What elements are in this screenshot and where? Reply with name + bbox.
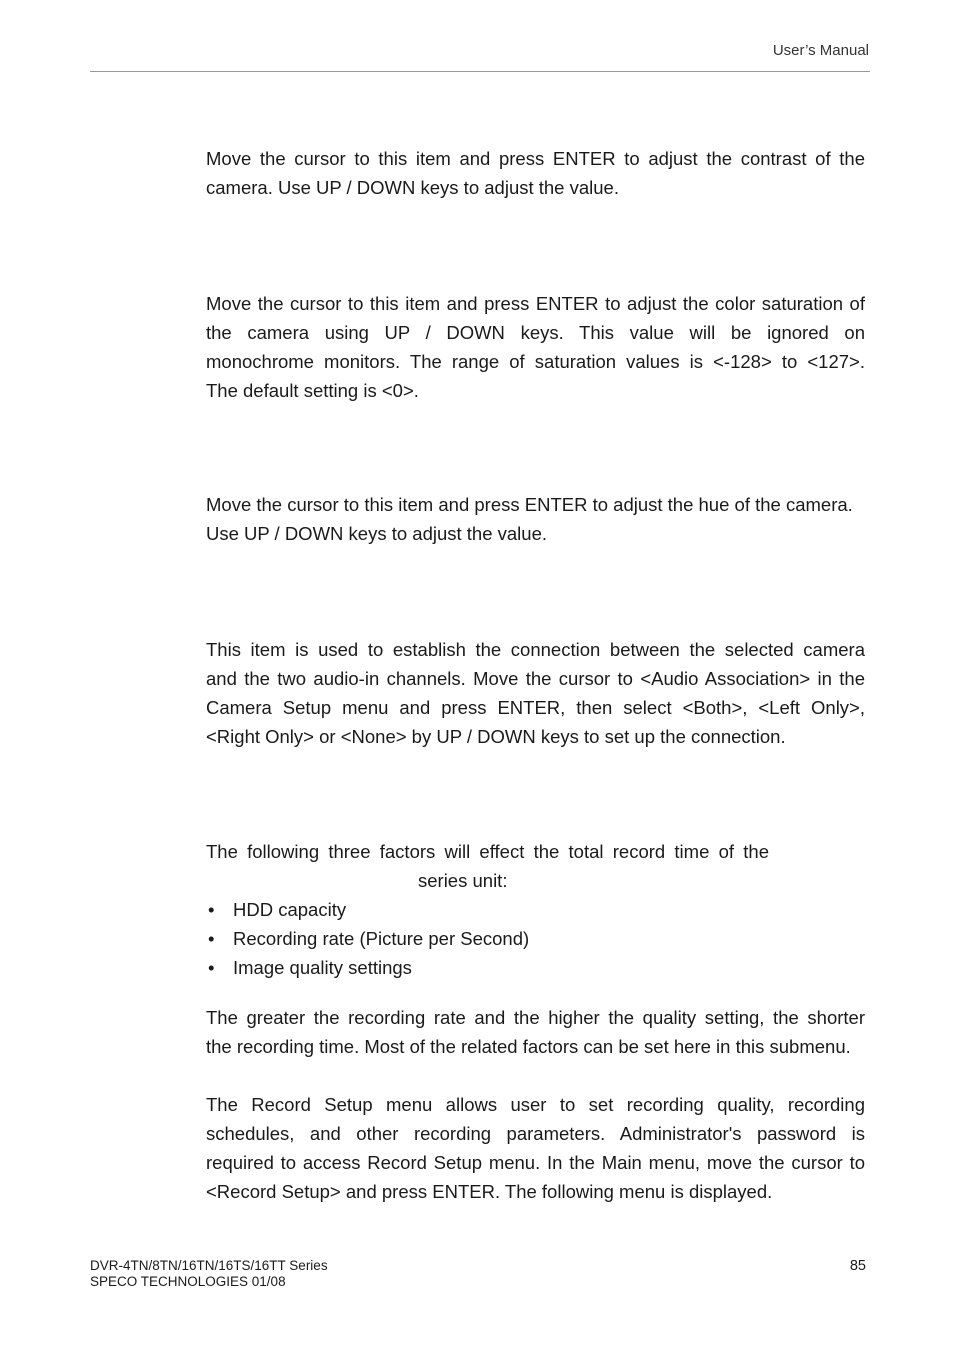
text-line: series unit: xyxy=(418,870,508,891)
text-line: schedules, and other recording parameters. Administrator's password is xyxy=(206,1123,865,1144)
record-time-factors-list xyxy=(206,895,529,982)
header-divider xyxy=(90,71,870,72)
footer-company: SPECO TECHNOLOGIES 01/08 xyxy=(90,1274,286,1289)
record-setup-description xyxy=(206,1090,865,1206)
text-line: and the two audio-in channels. Move the cursor to <Audio Association> in the xyxy=(206,668,865,689)
bullet-icon: • xyxy=(208,957,215,978)
running-header: User’s Manual xyxy=(772,42,869,59)
list-item-label: Recording rate (Picture per Second) xyxy=(233,928,530,949)
text-line: <Right Only> or <None> by UP / DOWN keys to set up the connection. xyxy=(206,726,786,747)
text-line: Move the cursor to this item and press ENTER to adjust the color saturation of xyxy=(206,293,865,314)
text-line: The Record Setup menu allows user to set recording quality, recording xyxy=(206,1094,865,1115)
list-item xyxy=(206,953,529,982)
quality-note xyxy=(206,1003,865,1061)
page-number: 85 xyxy=(849,1258,866,1274)
text-line: This item is used to establish the connection between the selected camera xyxy=(206,639,865,660)
bullet-icon: • xyxy=(208,899,215,920)
saturation-description xyxy=(206,289,865,405)
record-time-intro xyxy=(206,837,769,895)
text-line: The default setting is <0>. xyxy=(206,380,419,401)
list-item-label: Image quality settings xyxy=(233,957,412,978)
text-line: Move the cursor to this item and press ENTER to adjust the contrast of the xyxy=(206,148,865,169)
text-line: the camera using UP / DOWN keys. This value will be ignored on xyxy=(206,322,865,343)
footer-info xyxy=(90,1258,328,1290)
bullet-icon: • xyxy=(208,928,215,949)
list-item xyxy=(206,924,529,953)
text-line: required to access Record Setup menu. In the Main menu, move the cursor to xyxy=(206,1152,865,1173)
contrast-description xyxy=(206,144,865,202)
text-line: Use UP / DOWN keys to adjust the value. xyxy=(206,523,548,544)
list-item xyxy=(206,895,529,924)
list-item-label: HDD capacity xyxy=(233,899,347,920)
text-line: camera. Use UP / DOWN keys to adjust the value. xyxy=(206,177,619,198)
text-line: monochrome monitors. The range of saturation values is <-128> to <127>. xyxy=(206,351,865,372)
text-line: The following three factors will effect the total record time of the xyxy=(206,841,769,862)
text-line: Move the cursor to this item and press ENTER to adjust the hue of the camera. xyxy=(206,494,853,515)
hue-description xyxy=(206,490,871,548)
text-line: <Record Setup> and press ENTER. The following menu is displayed. xyxy=(206,1181,773,1202)
footer-series: DVR-4TN/8TN/16TN/16TS/16TT Series xyxy=(90,1258,328,1273)
text-line: the recording time. Most of the related factors can be set here in this submenu. xyxy=(206,1036,851,1057)
text-line: The greater the recording rate and the higher the quality setting, the shorter xyxy=(206,1007,865,1028)
audio-association-description xyxy=(206,635,865,751)
text-line: Camera Setup menu and press ENTER, then select <Both>, <Left Only>, xyxy=(206,697,865,718)
